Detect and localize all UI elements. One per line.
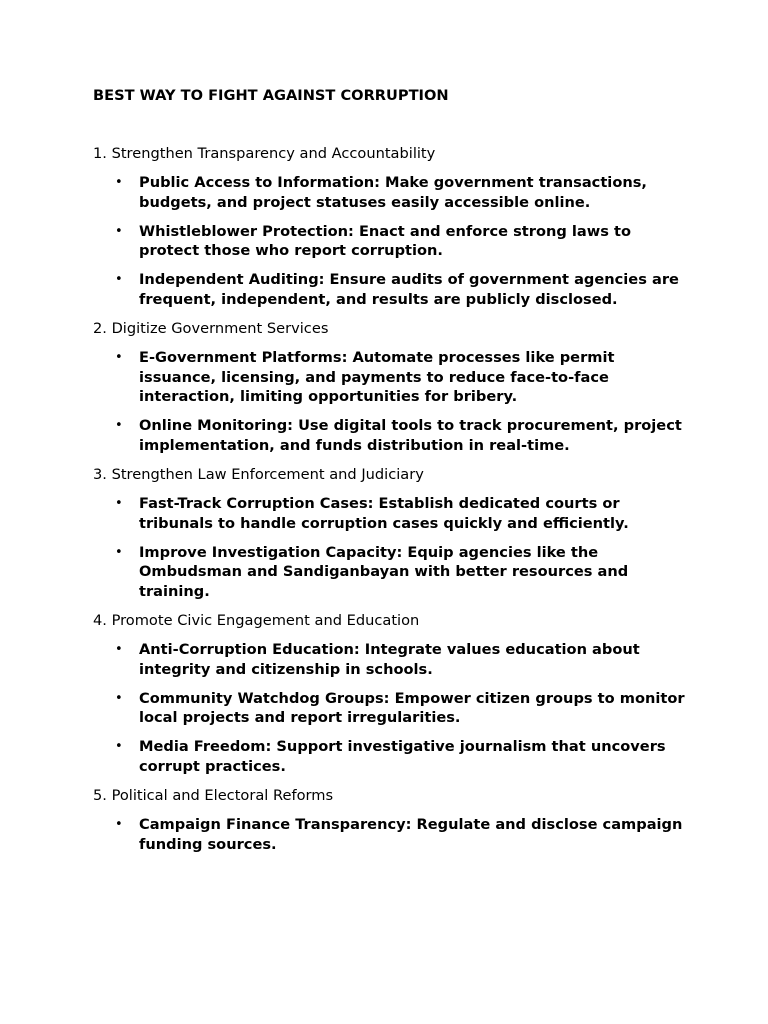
document-page (93, 86, 693, 864)
section-electoral-reforms (93, 786, 693, 854)
list-item: • Online Monitoring: Use digital tools to track procurement, project implementation, and funds distribution in real-time. (93, 416, 693, 455)
list-item: • Public Access to Information: Make government transactions, budgets, and project statuses easily accessible online. (93, 173, 693, 212)
section-heading: 1. Strengthen Transparency and Accountability (93, 145, 436, 162)
section-digitize (93, 319, 693, 455)
bullet-list (93, 348, 693, 455)
bullet-list (93, 494, 693, 601)
section-heading: 4. Promote Civic Engagement and Education (93, 612, 420, 629)
section-civic-engagement (93, 611, 693, 777)
list-item: • Anti-Corruption Education: Integrate values education about integrity and citizenship in schools. (93, 640, 693, 679)
bullet-list (93, 173, 693, 310)
document-title: BEST WAY TO FIGHT AGAINST CORRUPTION (93, 87, 449, 104)
section-heading: 3. Strengthen Law Enforcement and Judiciary (93, 466, 424, 484)
bullet-list (93, 640, 693, 777)
list-item: • Improve Investigation Capacity: Equip agencies like the Ombudsman and Sandiganbayan with better resources and training. (93, 543, 693, 602)
section-transparency (93, 144, 693, 310)
list-item: • Whistleblower Protection: Enact and enforce strong laws to protect those who report corruption. (93, 222, 693, 261)
list-item: • Fast-Track Corruption Cases: Establish dedicated courts or tribunals to handle corruption cases quickly and efficiently. (93, 494, 693, 533)
list-item: • Independent Auditing: Ensure audits of government agencies are frequent, independent, and results are publicly disclosed. (93, 270, 693, 309)
list-item: • Campaign Finance Transparency: Regulate and disclose campaign funding sources. (93, 815, 693, 854)
list-item: • Media Freedom: Support investigative journalism that uncovers corrupt practices. (93, 737, 693, 776)
section-law-enforcement (93, 465, 693, 601)
bullet-list (93, 815, 693, 854)
list-item: • E-Government Platforms: Automate processes like permit issuance, licensing, and payments to reduce face-to-face interaction, limiting opportunities for bribery. (93, 348, 693, 407)
section-heading: 2. Digitize Government Services (93, 320, 329, 338)
section-heading: 5. Political and Electoral Reforms (93, 787, 334, 805)
list-item: • Community Watchdog Groups: Empower citizen groups to monitor local projects and report irregularities. (93, 689, 693, 728)
